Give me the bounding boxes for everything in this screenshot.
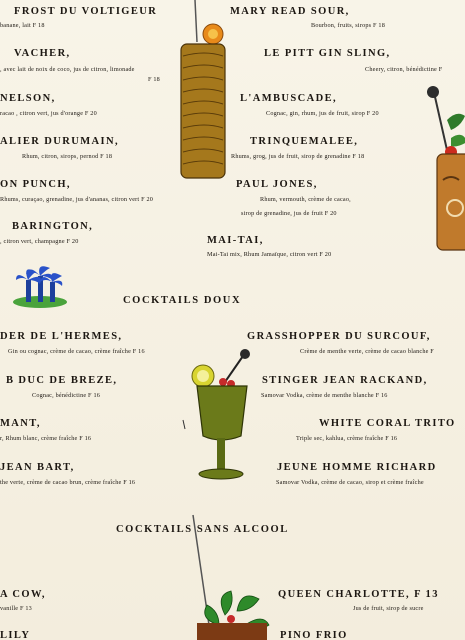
cocktail-title: B DUC DE BREZE, (6, 375, 118, 386)
cocktail-title: WHITE CORAL TRITO (319, 418, 456, 429)
cocktail-desc: sirop de grenadine, jus de fruit F 20 (241, 210, 337, 217)
cocktail-title: FROST DU VOLTIGEUR (14, 6, 158, 17)
section-heading: COCKTAILS DOUX (123, 295, 242, 306)
cocktail-desc: Triple sec, kahlua, crème fraîche F 16 (296, 435, 398, 442)
cocktail-title: LE PITT GIN SLING, (264, 48, 391, 59)
cocktail-price: F 18 (148, 76, 160, 83)
cocktail-desc: Mai-Tai mix, Rhum Jamaïque, citron vert F 20 (207, 251, 332, 258)
cocktail-title: MARY READ SOUR, (230, 6, 350, 17)
mint-drink-illustration (185, 515, 275, 640)
cocktail-title: NELSON, (0, 93, 56, 104)
cocktail-title: L'AMBUSCADE, (240, 93, 338, 104)
cocktail-title: JEAN BART, (0, 462, 75, 473)
cocktail-desc: Cheery, citron, bénédictine F (365, 66, 443, 73)
cocktail-desc: Rhums, curaçao, grenadine, jus d'ananas, citron vert F 20 (0, 196, 154, 203)
cocktail-desc: r, Rhum blanc, crème fraîche F 16 (0, 435, 92, 442)
cocktail-title: TRINQUEMALEE, (250, 136, 359, 147)
tiki-mug-illustration (425, 80, 465, 250)
tiki-glass-illustration (175, 0, 235, 185)
cocktail-desc: Rhum, vermouth, crème de cacao, (260, 196, 351, 203)
cocktail-title: VACHER, (14, 48, 71, 59)
section-heading: COCKTAILS SANS ALCOOL (116, 524, 289, 535)
cocktail-title: QUEEN CHARLOTTE, F 13 (278, 589, 439, 600)
cocktail-desc: the verte, crème de cacao brun, crème fraîche F 16 (0, 479, 136, 486)
cocktail-desc: Rhum, citron, sirops, pernod F 18 (22, 153, 113, 160)
stemmed-glass-illustration (185, 348, 255, 488)
cocktail-title: BARINGTON, (12, 221, 94, 232)
palm-trees-illustration (12, 258, 67, 308)
cocktail-title: DER DE L'HERMES, (0, 331, 123, 342)
cocktail-desc: Jus de fruit, sirop de sucre (353, 605, 424, 612)
cocktail-title: JEUNE HOMME RICHARD (277, 462, 437, 473)
cocktail-title: A COW, (0, 589, 46, 600)
cocktail-desc: Cognac, bénédictine F 16 (32, 392, 101, 399)
cocktail-desc: Samovar Vodka, crème de cacao, sirop et crème fraîche (276, 479, 424, 486)
cocktail-title: PINO FRIO (280, 630, 348, 640)
cocktail-desc: Rhums, grog, jus de fruit, sirop de grenadine F 18 (231, 153, 365, 160)
cocktail-title: MANT, (0, 418, 41, 429)
cocktail-desc: racao , citron vert, jus d'orange F 20 (0, 110, 97, 117)
cocktail-title: PAUL JONES, (236, 179, 318, 190)
cocktail-title: MAI-TAI, (207, 235, 264, 246)
cocktail-desc: Samovar Vodka, crème de menthe blanche F 16 (261, 392, 388, 399)
cocktail-desc: Cognac, gin, rhum, jus de fruit, sirop F 20 (266, 110, 379, 117)
cocktail-title: ALIER DURUMAIN, (0, 136, 120, 147)
cocktail-desc: Bourbon, fruits, sirops F 18 (311, 22, 386, 29)
cocktail-desc: , avec lait de noix de coco, jus de citron, limonade (0, 66, 135, 73)
cocktail-desc: Crème de menthe verte, crème de cacao blanche F (300, 348, 434, 355)
cocktail-title: GRASSHOPPER DU SURCOUF, (247, 331, 431, 342)
cocktail-desc: vanille F 13 (0, 605, 32, 612)
cocktail-desc: banane, lait F 18 (0, 22, 45, 29)
decorative-mark (182, 420, 186, 430)
cocktail-title: ON PUNCH, (0, 179, 71, 190)
cocktail-title: STINGER JEAN RACKAND, (262, 375, 428, 386)
cocktail-desc: , citron vert, champagne F 20 (0, 238, 79, 245)
cocktail-desc: Gin ou cognac, crème de cacao, crème fraîche F 16 (8, 348, 145, 355)
cocktail-title: LILY (0, 630, 31, 640)
